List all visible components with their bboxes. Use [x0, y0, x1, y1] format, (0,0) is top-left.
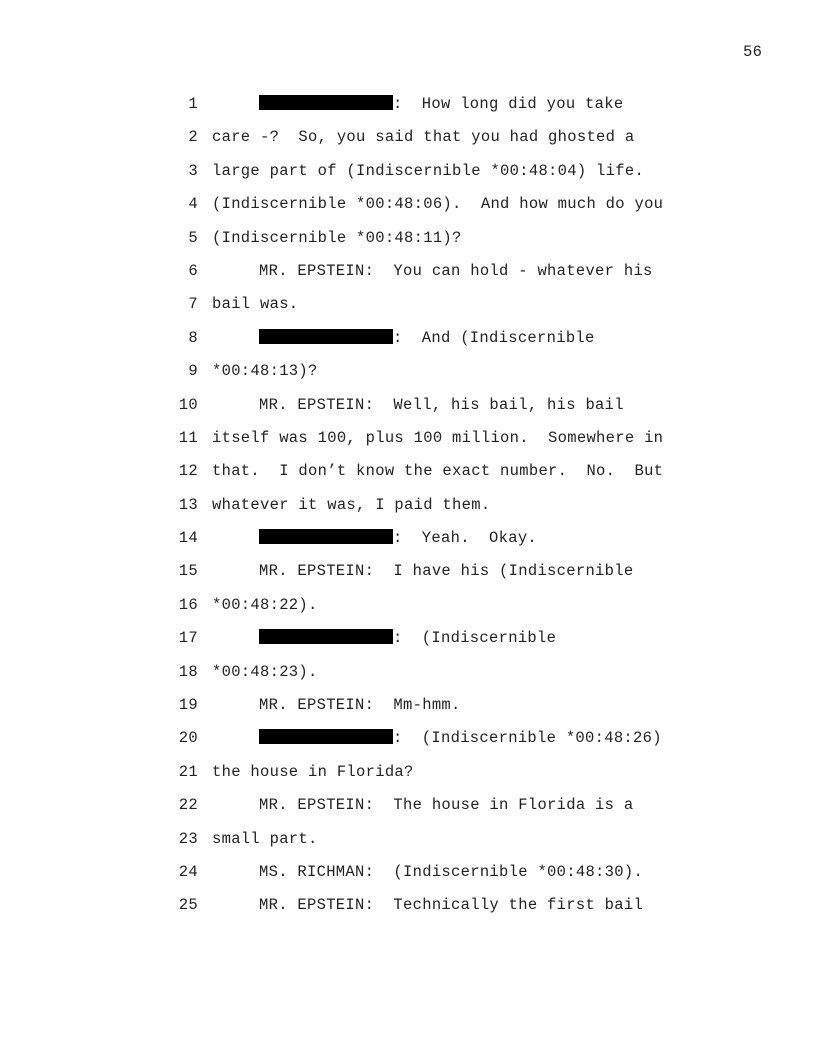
- transcript-line: [170, 795, 690, 828]
- line-number: 10: [178, 395, 198, 414]
- line-number: 23: [178, 829, 198, 848]
- line-number: 2: [188, 128, 198, 147]
- transcript-line: [170, 361, 690, 394]
- line-text: care -? So, you said that you had ghosted a: [212, 128, 635, 147]
- transcript-line: [170, 762, 690, 795]
- speaker-redaction-box: [259, 529, 393, 544]
- line-text-container: [212, 261, 653, 281]
- line-number: 19: [178, 696, 198, 715]
- line-number: 7: [188, 295, 198, 314]
- line-text: MR. EPSTEIN: You can hold - whatever his: [259, 261, 653, 280]
- line-text: that. I don’t know the exact number. No. But: [212, 462, 664, 481]
- line-number: 21: [178, 762, 198, 781]
- transcript-line: [170, 628, 690, 661]
- transcript-line: [170, 595, 690, 628]
- line-number: 6: [188, 261, 198, 280]
- line-text: (Indiscernible *00:48:06). And how much do you: [212, 195, 664, 214]
- line-number: 17: [178, 629, 198, 648]
- line-number: 1: [188, 95, 198, 113]
- transcript-line: [170, 895, 690, 928]
- page-number: 56: [743, 43, 763, 61]
- line-text-container: [212, 127, 634, 147]
- line-text-container: [212, 395, 624, 415]
- line-text: MS. RICHMAN: (Indiscernible *00:48:30).: [259, 862, 644, 881]
- line-number: 3: [188, 161, 198, 180]
- transcript-line: [170, 328, 690, 361]
- transcript-line: [170, 561, 690, 594]
- line-text: *00:48:23).: [212, 662, 318, 681]
- line-number: 14: [178, 529, 198, 548]
- speaker-redaction-box: [259, 329, 393, 344]
- transcript-line: [170, 528, 690, 561]
- line-text-container: [212, 328, 595, 348]
- line-text-container: [212, 428, 663, 448]
- line-text: MR. EPSTEIN: I have his (Indiscernible: [259, 562, 634, 581]
- transcript-line: [170, 294, 690, 327]
- transcript-line: [170, 127, 690, 160]
- line-number: 13: [178, 495, 198, 514]
- line-text-container: [212, 695, 461, 715]
- line-text: bail was.: [212, 295, 299, 314]
- transcript-line: [170, 695, 690, 728]
- transcript-line: [170, 395, 690, 428]
- line-text-container: [212, 161, 644, 181]
- line-text-container: [212, 728, 662, 748]
- line-text: : (Indiscernible *00:48:26): [393, 729, 662, 748]
- line-number: 11: [178, 428, 198, 447]
- speaker-redaction-box: [259, 729, 393, 744]
- line-text-container: [212, 595, 318, 615]
- line-text-container: [212, 628, 556, 648]
- line-text-container: [212, 495, 490, 515]
- line-text-container: [212, 795, 633, 815]
- line-text-container: [212, 94, 623, 114]
- line-text-container: [212, 228, 462, 248]
- line-text-container: [212, 361, 318, 381]
- line-number: 12: [178, 462, 198, 481]
- transcript-body: [170, 94, 690, 929]
- line-text-container: [212, 829, 318, 849]
- line-number: 24: [178, 862, 198, 881]
- line-text: MR. EPSTEIN: The house in Florida is a: [259, 796, 634, 815]
- line-text: large part of (Indiscernible *00:48:04) life.: [212, 161, 645, 180]
- transcript-line: [170, 161, 690, 194]
- transcript-line: [170, 862, 690, 895]
- line-number: 22: [178, 796, 198, 815]
- line-text: : (Indiscernible: [393, 629, 557, 648]
- line-text: whatever it was, I paid them.: [212, 495, 491, 514]
- line-text: small part.: [212, 829, 318, 848]
- line-number: 25: [178, 896, 198, 915]
- line-number: 9: [188, 362, 198, 381]
- transcript-line: [170, 228, 690, 261]
- speaker-redaction-box: [259, 629, 393, 644]
- line-number: 16: [178, 595, 198, 614]
- transcript-line: [170, 461, 690, 494]
- line-number: 5: [188, 228, 198, 247]
- transcript-line: [170, 194, 690, 227]
- transcript-line: [170, 428, 690, 461]
- speaker-redaction-box: [259, 95, 393, 110]
- line-number: 8: [188, 328, 198, 347]
- transcript-line: [170, 94, 690, 127]
- transcript-line: [170, 728, 690, 761]
- line-text: itself was 100, plus 100 million. Somewhere in: [212, 428, 664, 447]
- line-text: MR. EPSTEIN: Technically the first bail: [259, 896, 644, 915]
- transcript-line: [170, 662, 690, 695]
- line-text: MR. EPSTEIN: Mm-hmm.: [259, 696, 461, 715]
- transcript-line: [170, 495, 690, 528]
- transcript-line: [170, 829, 690, 862]
- line-number: 20: [178, 729, 198, 748]
- line-text-container: [212, 561, 633, 581]
- line-text: *00:48:22).: [212, 595, 318, 614]
- line-text: : Yeah. Okay.: [393, 529, 538, 548]
- line-number: 18: [178, 662, 198, 681]
- line-text-container: [212, 762, 414, 782]
- line-text-container: [212, 662, 318, 682]
- line-text-container: [212, 194, 663, 214]
- line-text: the house in Florida?: [212, 762, 414, 781]
- line-text-container: [212, 862, 643, 882]
- line-text-container: [212, 461, 663, 481]
- transcript-line: [170, 261, 690, 294]
- line-text: *00:48:13)?: [212, 362, 318, 381]
- line-number: 15: [178, 562, 198, 581]
- line-text: MR. EPSTEIN: Well, his bail, his bail: [259, 395, 624, 414]
- line-text: : How long did you take: [393, 95, 624, 113]
- line-number: 4: [188, 195, 198, 214]
- line-text: : And (Indiscernible: [393, 328, 595, 347]
- line-text-container: [212, 895, 643, 915]
- line-text: (Indiscernible *00:48:11)?: [212, 228, 462, 247]
- line-text-container: [212, 528, 537, 548]
- line-text-container: [212, 294, 298, 314]
